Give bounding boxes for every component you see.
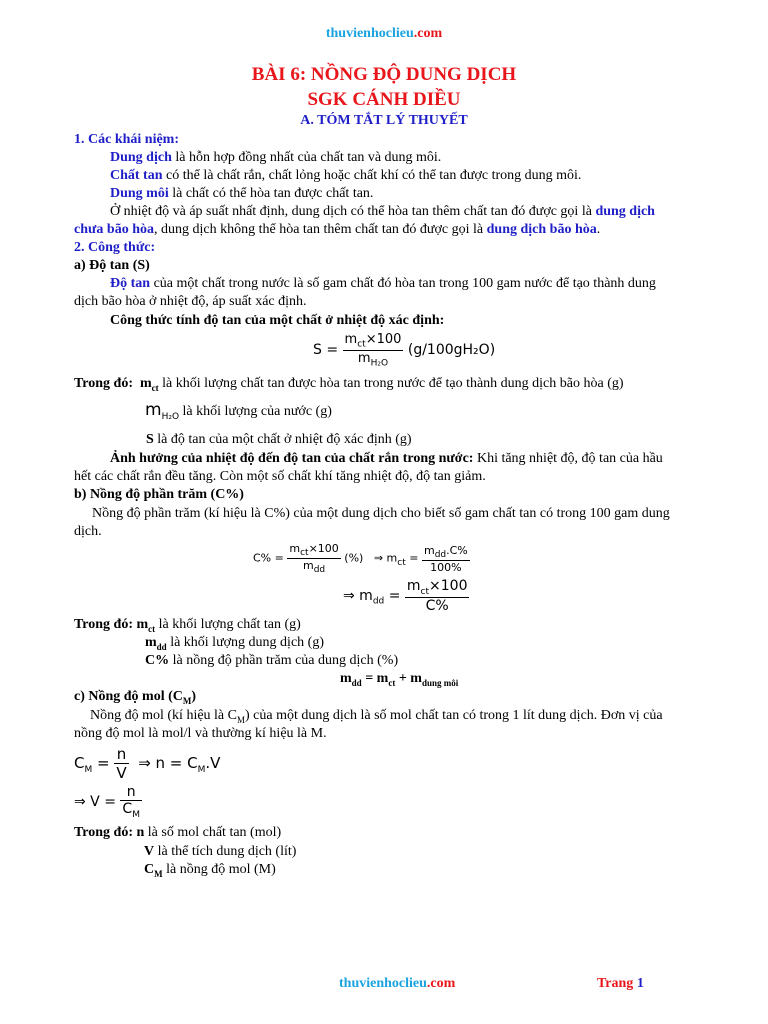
footer-site (339, 976, 455, 992)
s1-p3 (110, 186, 373, 202)
w2-text: là khối lượng của nước (g) (182, 404, 332, 419)
pf1-arrow-sub: ct (397, 557, 406, 568)
solubility-formula (313, 332, 495, 368)
where-label-a: Trong đó: (74, 376, 133, 391)
term-dung-dich: Dung dịch (110, 150, 172, 165)
w2-sym: m (145, 400, 162, 420)
pf1-r-num-sub: dd (434, 549, 447, 560)
pf1-fraction (287, 542, 340, 575)
pf2-num-tail: ×100 (429, 578, 468, 594)
s1-p4-a: Ở nhiệt độ và áp suất nhất định, dung dịch có thể hòa tan thêm chất tan đó được gọi là (110, 204, 596, 219)
mdd-relation (340, 671, 458, 688)
pf1-unit: (%) (344, 551, 364, 565)
sf-num: m (344, 332, 358, 347)
w2-sub: H₂O (161, 411, 180, 422)
footer-site-name: thuvienhoclieu (339, 976, 427, 991)
mf2-den-sub: M (132, 809, 140, 820)
s2a-def-line1 (110, 276, 656, 292)
s2b-heading: b) Nồng độ phần trăm (C%) (74, 487, 244, 502)
bw3-text: là nồng độ phần trăm của dung dịch (%) (169, 653, 399, 668)
w1-sym: m (140, 376, 152, 391)
bw1-sub: ct (148, 623, 156, 634)
s2a-def-line2: dịch bão hòa ở nhiệt độ, áp suất xác định. (74, 294, 307, 309)
pf1-r-num-tail: .C% (446, 543, 468, 557)
w3-sym: S (146, 432, 154, 447)
mf1-arrow-sub: M (197, 765, 206, 775)
header-site-name: thuvienhoclieu (325, 26, 414, 41)
mdd-b-sub: ct (388, 677, 396, 688)
s1-p2 (110, 168, 581, 184)
header-site (0, 26, 768, 42)
w1-text: là khối lượng chất tan được hòa tan trong nước để tạo thành dung dịch bão hòa (g) (158, 376, 624, 391)
bw2-sym: m (145, 635, 157, 650)
molarity-formula-2 (74, 784, 142, 820)
mf1-lhs-sub: M (84, 765, 93, 775)
w1-sub: ct (151, 382, 159, 393)
cw2-text: là thể tích dung dịch (lít) (154, 844, 297, 859)
pf1-r-den: 100% (430, 560, 462, 574)
pf2-den: C% (425, 597, 449, 614)
header-site-domain: .com (413, 26, 443, 41)
s2c-def-line1 (90, 708, 663, 725)
footer-site-domain: .com (426, 976, 456, 991)
s2b-where-3 (145, 653, 398, 669)
pf2-fraction (405, 578, 470, 614)
cw3-text: là nồng độ mol (M) (162, 862, 276, 877)
percent-formula-1 (253, 542, 470, 575)
s2c-def-line2: nồng độ mol là mol/l và thường kí hiệu là M. (74, 726, 327, 741)
bw1-sym: m (136, 617, 149, 632)
mdd-plus: + m (395, 671, 422, 686)
mf1-lhs: C (74, 754, 85, 772)
s2a-where-3 (146, 432, 412, 448)
sf-den-sub: H₂O (370, 358, 389, 369)
c-heading-sub: M (182, 695, 192, 706)
mdd-a-sub: dd (351, 677, 362, 688)
c-heading-a: c) Nồng độ mol (C (74, 689, 183, 704)
s1-p4-line2 (74, 222, 600, 238)
pf2-arrow: ⇒ m (343, 587, 373, 604)
c-text1b: ) của một dung dịch là số mol chất tan có trong 1 lít dung dịch. Đơn vị của (245, 708, 663, 723)
bw2-text: là khối lượng dung dịch (g) (166, 635, 324, 650)
sf-num-tail: ×100 (365, 332, 402, 347)
pf1-r-num: m (423, 543, 435, 557)
mf1-fraction (114, 745, 128, 782)
page-number-value: 1 (636, 976, 644, 991)
s1-p4-line1 (110, 204, 655, 220)
s2c-where-2 (144, 844, 296, 860)
s1-p2-text: có thể là chất rắn, chất lỏng hoặc chất khí có thể tan được trong dung môi. (162, 168, 582, 183)
c-text1-sub: M (237, 714, 246, 725)
w3-text: là độ tan của một chất ở nhiệt độ xác định (g) (153, 432, 412, 447)
c-heading-b: ) (191, 689, 197, 704)
s2a-where-1 (74, 376, 624, 393)
s2b-where-2 (145, 635, 324, 652)
cw1-sym: n (136, 825, 145, 840)
pf1-num: m (289, 542, 301, 555)
pf2-num-sub: ct (420, 586, 430, 597)
pf1-r-fraction (422, 544, 470, 574)
s2a-formula-title: Công thức tính độ tan của một chất ở nhiệt độ xác định: (110, 313, 445, 328)
pf2-num: m (406, 578, 421, 594)
sf-lhs: S = (313, 342, 339, 359)
s1-p4-c: . (596, 222, 601, 237)
cw2-sym: V (144, 844, 155, 859)
sf-unit: (g/100gH₂O) (407, 342, 496, 359)
pf1-den: m (302, 559, 314, 573)
s1-p1 (110, 150, 441, 166)
mdd-a: m (340, 671, 352, 686)
pf2-eq: = (384, 587, 401, 604)
c-text1a: Nồng độ mol (kí hiệu là C (90, 708, 237, 723)
sf-fraction (343, 332, 404, 368)
temp-text1: Khi tăng nhiệt độ, độ tan của hầu (473, 451, 663, 466)
pf1-eq: = (405, 551, 419, 565)
sf-num-sub: ct (357, 339, 366, 350)
where-label-b: Trong đó: (74, 617, 133, 632)
section-heading: A. TÓM TẮT LÝ THUYẾT (300, 113, 468, 128)
cw3-sub: M (154, 868, 163, 879)
temp-effect-line2: hết các chất rắn đều tăng. Còn một số chất khí tăng nhiệt độ, độ tan giảm. (74, 469, 486, 484)
s1-p3-text: là chất có thể hòa tan được chất tan. (168, 186, 374, 201)
mf1-den: V (116, 764, 127, 782)
mf2-fraction (120, 784, 142, 820)
s1-heading: 1. Các khái niệm: (74, 132, 179, 147)
where-label-c: Trong đó: (74, 825, 133, 840)
term-unsaturated-b: chưa bão hòa (74, 222, 154, 237)
s2b-def-line1: Nồng độ phần trăm (kí hiệu là C%) của một dung dịch cho biết số gam chất tan có trong 100 gam dung (92, 506, 670, 521)
term-dung-moi: Dung môi (110, 186, 169, 201)
page-label: Trang (597, 976, 634, 991)
pf1-num-sub: ct (300, 548, 309, 559)
s1-p1-text: là hỗn hợp đồng nhất của chất tan và dung môi. (171, 150, 442, 165)
mf1-arrow: ⇒ n = C (138, 754, 198, 772)
percent-formula-2 (343, 578, 469, 614)
temp-bold: Ảnh hưởng của nhiệt độ đến độ tan của chất rắn trong nước: (110, 451, 474, 466)
s2a-def-text1: của một chất trong nước là số gam chất đó hòa tan trong 100 gam nước để tạo thành dung (150, 276, 656, 291)
s2c-heading (74, 689, 196, 706)
page-subtitle: SGK CÁNH DIỀU (307, 89, 461, 110)
term-unsaturated-a: dung dịch (595, 204, 655, 219)
s2c-where-3 (144, 862, 276, 879)
term-chat-tan: Chất tan (110, 168, 163, 183)
cw3-sym: C (144, 862, 155, 877)
s2a-heading: a) Độ tan (S) (74, 258, 150, 273)
s2a-where-2 (145, 400, 332, 422)
mf2-num: n (120, 784, 142, 801)
s2c-where-1 (74, 825, 281, 841)
page-title: BÀI 6: NỒNG ĐỘ DUNG DỊCH (251, 64, 517, 85)
mf1-eq: = (92, 754, 110, 772)
bw1-text: là khối lượng chất tan (g) (155, 617, 301, 632)
term-do-tan: Độ tan (110, 276, 151, 291)
mdd-eq: = m (361, 671, 389, 686)
pf1-num-tail: ×100 (308, 542, 339, 555)
bw3-sym: C% (145, 653, 170, 668)
cw1-text: là số mol chất tan (mol) (144, 825, 282, 840)
s2b-def-line2: dịch. (74, 524, 102, 539)
page-number (597, 976, 644, 992)
pf2-sub: dd (372, 596, 385, 607)
mf1-tail: .V (205, 754, 221, 772)
s2b-where-1 (74, 617, 301, 634)
mf1-num: n (114, 745, 128, 764)
pf1-lhs: C% = (253, 551, 284, 565)
sf-den: m (357, 350, 371, 366)
mf2-arrow: ⇒ V = (74, 793, 116, 810)
pf1-den-sub: dd (313, 565, 326, 576)
s1-p4-b: , dung dịch không thể hòa tan thêm chất tan đó được gọi là (153, 222, 487, 237)
term-saturated: dung dịch bão hòa (486, 222, 597, 237)
molarity-formula-1 (74, 745, 220, 782)
mdd-c-sub: dung môi (421, 677, 459, 688)
pf1-arrow: ⇒ m (373, 551, 398, 565)
mf2-den: C (122, 801, 133, 817)
bw2-sub: dd (156, 641, 167, 652)
temp-effect-line1 (110, 451, 663, 467)
s2-heading: 2. Công thức: (74, 240, 156, 255)
